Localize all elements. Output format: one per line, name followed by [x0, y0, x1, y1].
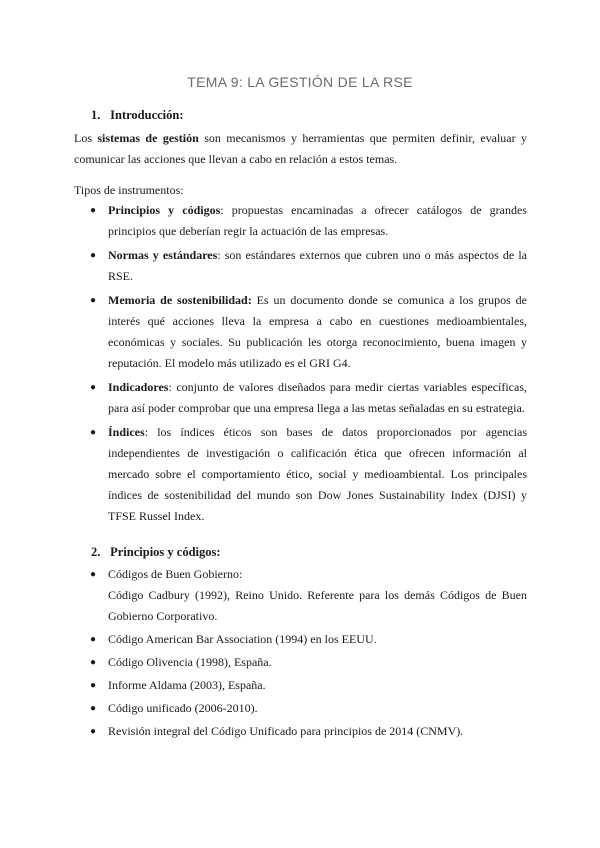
- list-item: [91, 290, 527, 374]
- item-text: Informe Aldama (2003), España.: [108, 678, 266, 692]
- bullet-icon: ●: [90, 657, 97, 668]
- document-title: TEMA 9: LA GESTIÓN DE LA RSE: [187, 74, 413, 90]
- section-1-number: 1.: [91, 108, 101, 122]
- bullet-icon: ●: [90, 726, 97, 737]
- item-subtext: Código Cadbury (1992), Reino Unido. Referente para los demás Códigos de Buen Gobierno Corporativo.: [108, 588, 527, 623]
- intro-rest: son mecanismos y herramientas que permiten definir, evaluar y comunicar las acciones que llevan a cabo en relación a estos temas.: [74, 131, 528, 166]
- list-item: [91, 629, 527, 650]
- bullet-icon: ●: [90, 703, 97, 714]
- item-text: Código Olivencia (1998), España.: [108, 655, 272, 669]
- item-term: Índices: [108, 425, 145, 439]
- types-label: Tipos de instrumentos:: [74, 183, 184, 197]
- bullet-icon: ●: [90, 680, 97, 691]
- item-text: Es un documento donde se comunica a los grupos de interés qué acciones lleva la empresa a cabo en cuestiones medioambientales, económicas y sociales. Su publicación les otorga reconocimiento, buena imagen y reputación. El modelo más utilizado es el GRI G4.: [108, 293, 527, 370]
- item-text: Código American Bar Association (1994) en los EEUU.: [108, 632, 377, 646]
- item-text: : los índices éticos son bases de datos proporcionados por agencias independientes de investigación o calificación ética que ofrecen información al mercado sobre el comportamiento ético, social y medioambiental. Los principales índices de sostenibilidad del mundo son Dow Jones Sustainability Index (DJSI) y TFSE Russel Index.: [108, 425, 527, 523]
- section-2-title: Principios y códigos:: [110, 545, 221, 559]
- instrument-types-list: [91, 200, 527, 530]
- item-term: Normas y estándares: [108, 248, 218, 262]
- section-1-title: Introducción:: [110, 108, 184, 122]
- bullet-icon: ●: [90, 295, 97, 306]
- item-text: Código unificado (2006-2010).: [108, 701, 258, 715]
- list-item: [91, 200, 527, 242]
- bullet-icon: ●: [90, 427, 97, 438]
- item-text: : conjunto de valores diseñados para medir ciertas variables específicas, para así poder comprobar que una empresa llega a las metas señaladas en su estrategia.: [108, 380, 527, 415]
- item-text: Revisión integral del Código Unificado para principios de 2014 (CNMV).: [108, 724, 464, 738]
- item-term: Memoria de sostenibilidad:: [108, 293, 252, 307]
- list-item: [91, 377, 527, 419]
- item-term: Principios y códigos: [108, 203, 221, 217]
- intro-bold-term: sistemas de gestión: [97, 131, 199, 145]
- bullet-icon: ●: [90, 382, 97, 393]
- list-item: [91, 564, 527, 627]
- bullet-icon: ●: [90, 634, 97, 645]
- list-item: [91, 675, 527, 696]
- bullet-icon: ●: [90, 569, 97, 580]
- item-term: Indicadores: [108, 380, 169, 394]
- list-item: [91, 698, 527, 719]
- list-item: [91, 245, 527, 287]
- bullet-icon: ●: [90, 250, 97, 261]
- list-item: [91, 422, 527, 527]
- item-text: : son estándares externos que cubren uno o más aspectos de la RSE.: [108, 248, 527, 283]
- item-text: : propuestas encaminadas a ofrecer catálogos de grandes principios que deberían regir la actuación de las empresas.: [108, 203, 527, 238]
- bullet-icon: ●: [90, 205, 97, 216]
- intro-prefix: Los: [74, 131, 98, 145]
- item-text: Códigos de Buen Gobierno:: [108, 567, 243, 581]
- section-2-number: 2.: [91, 545, 101, 559]
- intro-paragraph: [74, 128, 527, 170]
- principles-list: [91, 564, 527, 744]
- list-item: [91, 652, 527, 673]
- section-1-heading: [91, 108, 184, 123]
- list-item: [91, 721, 527, 742]
- section-2-heading: [91, 545, 221, 560]
